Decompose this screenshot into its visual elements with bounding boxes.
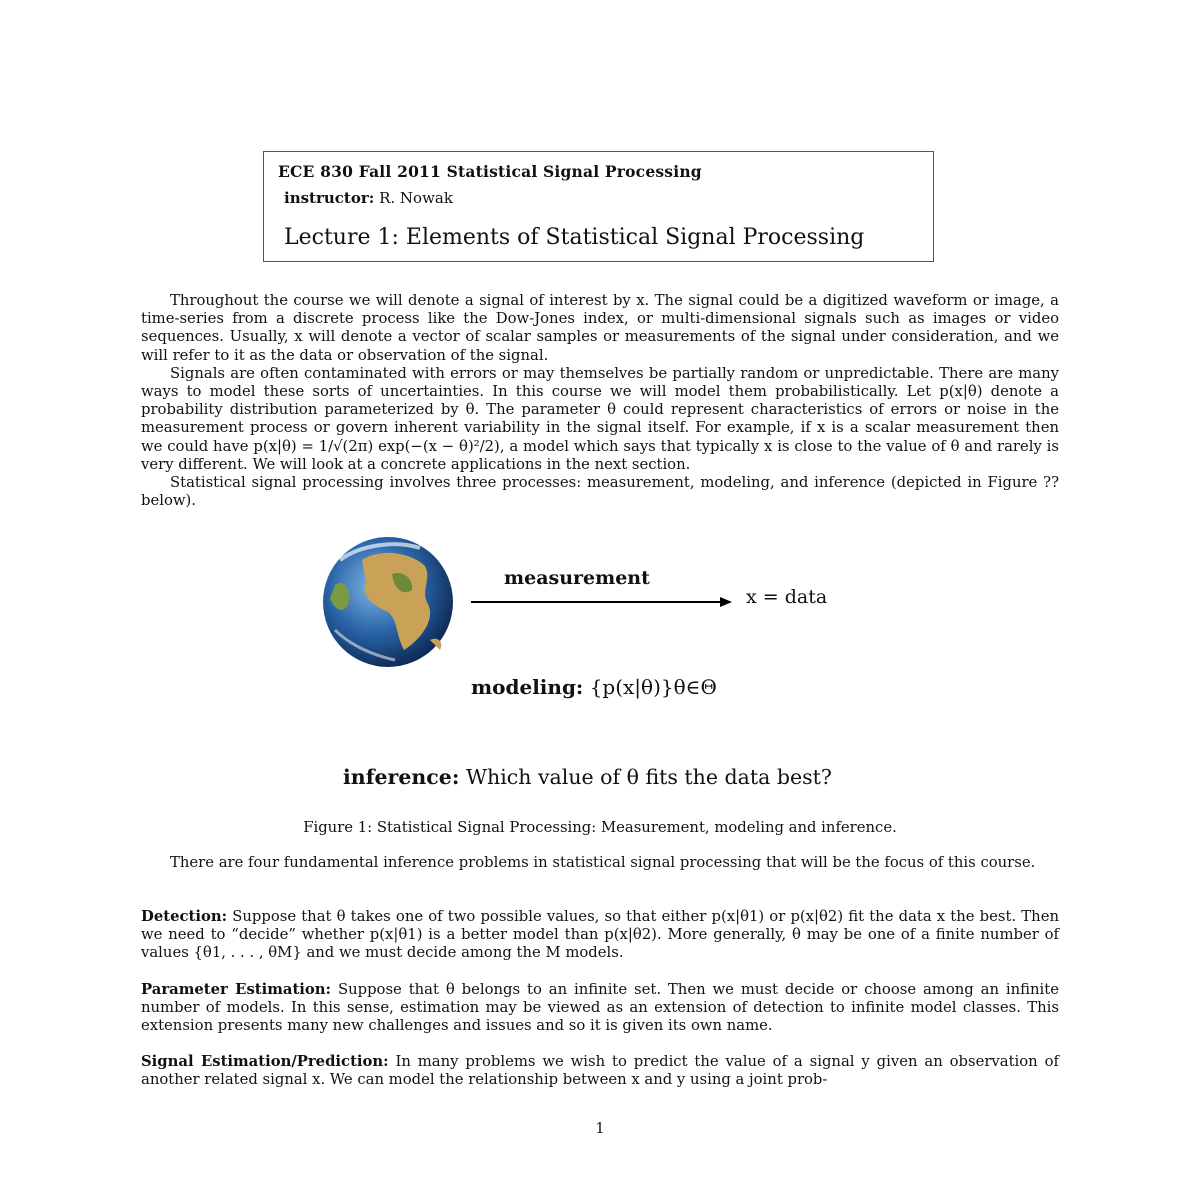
parameter-estimation-term: Parameter Estimation: (141, 981, 332, 998)
intro-paragraph-1: Throughout the course we will denote a signal of interest by x. The signal could be a digitized waveform or image, a time-series from a discrete process like the Dow-Jones index, or multi-dimensional signals such as images or video sequences. Usually, x will denote a vector of scalar samples or measurements of the signal under consideration, and we will refer to it as the data or observation of the signal. (141, 292, 1059, 364)
instructor-label: instructor: (284, 189, 375, 207)
problem-parameter-estimation (141, 981, 1059, 1036)
signal-estimation-term: Signal Estimation/Prediction: (141, 1053, 389, 1070)
problem-signal-estimation (141, 1053, 1059, 1089)
four-problems-intro (141, 854, 1059, 872)
data-label: x = data (746, 586, 828, 608)
modeling-label (471, 675, 717, 699)
measurement-arrow (471, 597, 732, 607)
earth-globe-icon (323, 537, 453, 667)
intro-paragraph-2: Signals are often contaminated with errors or may themselves be partially random or unpredictable. There are many ways to model these sorts of uncertainties. In this course we will model them probabilistically. Let p(x|θ) denote a probability distribution parameterized by θ. The parameter θ could represent characteristics of errors or noise in the measurement process or govern inherent variability in the signal itself. For example, if x is a scalar measurement then we could have p(x|θ) = 1/√(2π) exp(−(x − θ)²/2), a model which says that typically x is close to the value of θ and rarely is very different. We will look at a concrete applications in the next section. (141, 364, 1059, 473)
inference-label (343, 765, 832, 789)
course-title: ECE 830 Fall 2011 Statistical Signal Processing (278, 162, 702, 181)
problem-detection (141, 908, 1059, 963)
lecture-header-box (263, 151, 934, 262)
page-number: 1 (595, 1121, 605, 1137)
detection-term: Detection: (141, 908, 228, 925)
figure-caption: Figure 1: Statistical Signal Processing: Measurement, modeling and inference. (303, 819, 897, 836)
inference-word: inference: (343, 765, 460, 789)
instructor-name: R. Nowak (379, 189, 453, 207)
four-problems-paragraph: There are four fundamental inference problems in statistical signal processing that will be the focus of this course. (170, 854, 1036, 871)
modeling-expression: {p(x|θ)}θ∈Θ (589, 675, 717, 699)
signal-estimation-text: In many problems we wish to predict the value of a signal y given an observation of another related signal x. We can model the relationship between x and y using a joint prob- (141, 1053, 1059, 1089)
intro-section (141, 292, 1059, 510)
instructor-line (284, 189, 453, 207)
inference-question: Which value of θ fits the data best? (465, 765, 832, 789)
modeling-word: modeling: (471, 675, 584, 699)
intro-paragraph-3: Statistical signal processing involves three processes: measurement, modeling, and inference (depicted in Figure ?? below). (141, 474, 1059, 510)
lecture-title: Lecture 1: Elements of Statistical Signal Processing (284, 225, 865, 250)
detection-text: Suppose that θ takes one of two possible values, so that either p(x|θ1) or p(x|θ2) fit the data x the best. Then we need to “decide” whether p(x|θ1) is a better model than p(x|θ2). More generally, θ may be one of a finite number of values {θ1, . . . , θM} and we must decide among the M models. (141, 908, 1059, 962)
measurement-label: measurement (504, 567, 650, 589)
parameter-estimation-text: Suppose that θ belongs to an infinite set. Then we must decide or choose among an infinite number of models. In this sense, estimation may be viewed as an extension of detection to infinite model classes. This extension presents many new challenges and issues and so it is given its own name. (141, 981, 1059, 1035)
